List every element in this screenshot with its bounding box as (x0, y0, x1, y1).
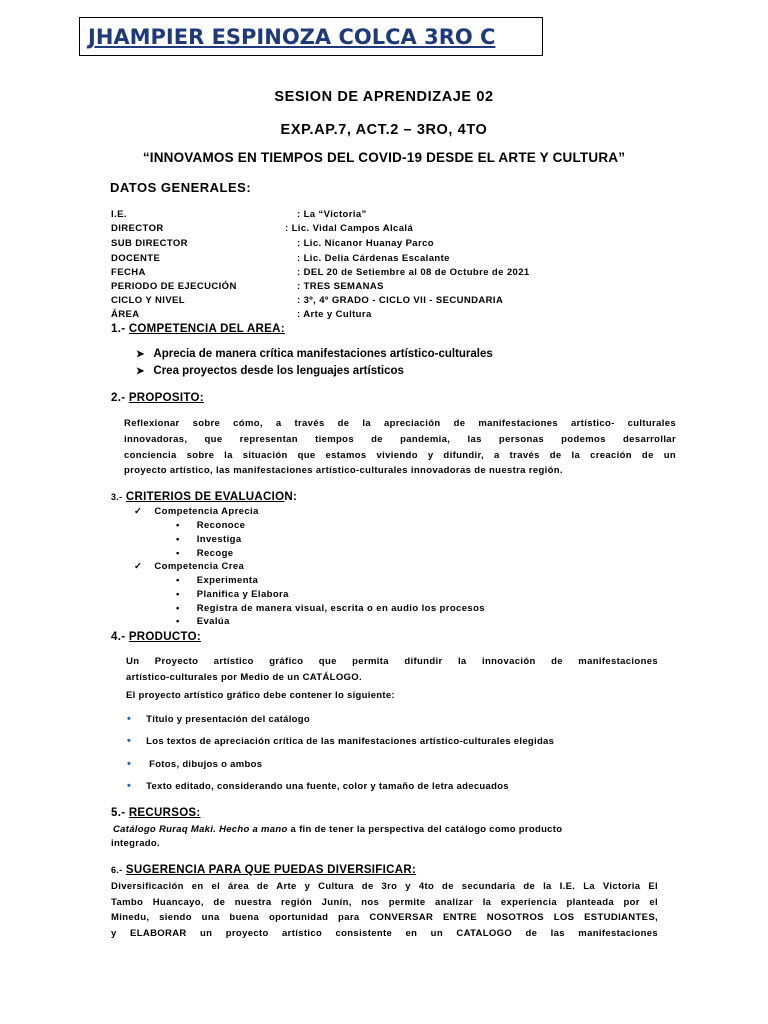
competencia-item: ➤ Crea proyectos desde los lenguajes artísticos (136, 365, 404, 377)
datos-label: SUB DIRECTOR (111, 238, 188, 249)
producto-item: • Texto editado, considerando una fuente, color y tamaño de letra adecuados (127, 780, 509, 792)
criterio-item: • Registra de manera visual, escrita o en audio los procesos (176, 603, 485, 614)
datos-value: : Arte y Cultura (297, 309, 372, 320)
paragraph-line: Minedu, siendo una buena oportunidad para CONVERSAR ENTRE NOSOTROS LOS ESTUDIANTES, (111, 912, 658, 923)
datos-value: : Lic. Delia Cárdenas Escalante (297, 253, 450, 264)
bullet-dot-icon: • (176, 534, 180, 545)
section-number: 2.- (111, 392, 126, 404)
experience-title: EXP.AP.7, ACT.2 – 3RO, 4TO (280, 122, 488, 138)
criterio-group: ✓ Competencia Aprecia (134, 506, 259, 517)
section-number: 4.- (111, 631, 126, 643)
section-sugerencia-heading (111, 864, 416, 876)
paragraph-line: conciencia sobre la situación que estamos viviendo y difundir, a través de la creación de un (124, 449, 676, 461)
section-producto-heading (111, 631, 201, 643)
session-title: SESION DE APRENDIZAJE 02 (274, 89, 494, 105)
criterio-item: • Investiga (176, 534, 242, 545)
bullet-dot-icon: • (127, 735, 132, 747)
paragraph-line: Reflexionar sobre cómo, a través de la apreciación de manifestaciones artístico- culturales (124, 418, 676, 429)
section-number: 5.- (111, 807, 126, 819)
student-name: JHAMPIER ESPINOZA COLCA 3RO C (88, 25, 496, 49)
section-title: CRITERIOS DE EVALUACIO (125, 491, 285, 503)
producto-item: • Los textos de apreciación crítica de las manifestaciones artístico-culturales elegidas (127, 735, 555, 747)
bullet-dot-icon: • (127, 713, 132, 725)
section-title: COMPETENCIA DEL AREA: (128, 323, 285, 335)
criterio-item: • Experimenta (176, 575, 259, 586)
recursos-text-line: integrado. (111, 838, 160, 849)
producto-item: • Título y presentación del catálogo (127, 713, 310, 725)
datos-label: I.E. (111, 209, 127, 220)
paragraph-line: innovadoras, que representan tiempos de pandemia, las personas podemos desarrollar (124, 433, 676, 445)
datos-label: CICLO Y NIVEL (111, 295, 186, 306)
motto-title: “INNOVAMOS EN TIEMPOS DEL COVID-19 DESDE EL ARTE Y CULTURA” (142, 150, 626, 165)
section-proposito-heading (111, 392, 204, 404)
datos-label: FECHA (111, 267, 146, 278)
bullet-dot-icon: • (176, 589, 180, 600)
paragraph-line: Tambo Huancayo, de nuestra región Junín, nos permite analizar la experiencia planteada por el (111, 896, 658, 908)
competencia-item: ➤ Aprecia de manera crítica manifestaciones artístico-culturales (136, 348, 493, 360)
producto-paragraph (126, 654, 658, 686)
section-title: PROPOSITO: (128, 392, 204, 404)
sugerencia-paragraph (111, 879, 658, 941)
section-title: PRODUCTO: (128, 631, 201, 643)
section-number: 1.- (111, 323, 126, 335)
criterio-item: • Evalúa (176, 616, 230, 627)
paragraph-line: Diversificación en el área de Arte y Cultura de 3ro y 4to de secundaria de la I.E. La Victoria El (111, 881, 658, 892)
bullet-dot-icon: • (176, 575, 180, 586)
criterio-item: • Reconoce (176, 520, 246, 531)
datos-value: : Lic. Nicanor Huanay Parco (297, 238, 434, 249)
section-criterios-heading: 3.- CRITERIOS DE EVALUACION: (111, 491, 298, 503)
datos-label: PERIODO DE EJECUCIÓN (111, 281, 237, 292)
paragraph-line: y ELABORAR un proyecto artístico consistente en un CATALOGO de las manifestaciones (111, 927, 658, 939)
proposito-paragraph (124, 416, 676, 479)
bullet-dot-icon: • (176, 616, 180, 627)
bullet-dot-icon: • (176, 548, 180, 559)
section-recursos-heading (111, 807, 201, 819)
bullet-dot-icon: • (127, 780, 132, 792)
datos-label: DIRECTOR (111, 223, 164, 234)
datos-value: : Lic. Vidal Campos Alcalá (285, 223, 414, 234)
recursos-text: Catálogo Ruraq Maki. Hecho a mano a fin de tener la perspectiva del catálogo como producto (113, 824, 563, 835)
section-title: RECURSOS: (128, 807, 201, 819)
datos-value: : DEL 20 de Setiembre al 08 de Octubre de 2021 (297, 267, 530, 278)
bullet-dot-icon: • (176, 520, 180, 531)
criterio-item: • Recoge (176, 548, 234, 559)
arrow-bullet-icon: ➤ (136, 366, 145, 377)
paragraph-line: artístico-culturales por Medio de un CATÁLOGO. (126, 671, 363, 683)
datos-value: : 3º, 4º GRADO - CICLO VII - SECUNDARIA (297, 295, 504, 306)
section-title: SUGERENCIA PARA QUE PUEDAS DIVERSIFICAR: (125, 864, 417, 876)
datos-value: : TRES SEMANAS (297, 281, 384, 292)
check-icon: ✓ (134, 506, 143, 517)
section-number: 6.- (111, 865, 123, 875)
paragraph-line: proyecto artístico, las manifestaciones artístico-culturales innovadoras de nuestra región. (124, 465, 563, 477)
datos-label: ÁREA (111, 309, 140, 320)
bullet-dot-icon: • (176, 603, 180, 614)
producto-item: • Fotos, dibujos o ambos (127, 758, 263, 770)
check-icon: ✓ (134, 561, 143, 572)
datos-generales-heading: DATOS GENERALES: (110, 180, 252, 195)
producto-intro: El proyecto artístico gráfico debe contener lo siguiente: (126, 690, 395, 701)
recursos-italic: Catálogo Ruraq Maki. Hecho a mano (113, 824, 288, 835)
criterio-group: ✓ Competencia Crea (134, 561, 245, 572)
section-competencia-heading (111, 323, 285, 335)
datos-label: DOCENTE (111, 253, 161, 264)
bullet-dot-icon: • (127, 758, 132, 770)
section-number: 3.- (111, 492, 123, 502)
paragraph-line: Un Proyecto artístico gráfico que permita difundir la innovación de manifestaciones (126, 656, 658, 667)
criterio-item: • Planifica y Elabora (176, 589, 289, 600)
datos-value: : La “Victoria” (297, 209, 367, 220)
arrow-bullet-icon: ➤ (136, 349, 145, 360)
